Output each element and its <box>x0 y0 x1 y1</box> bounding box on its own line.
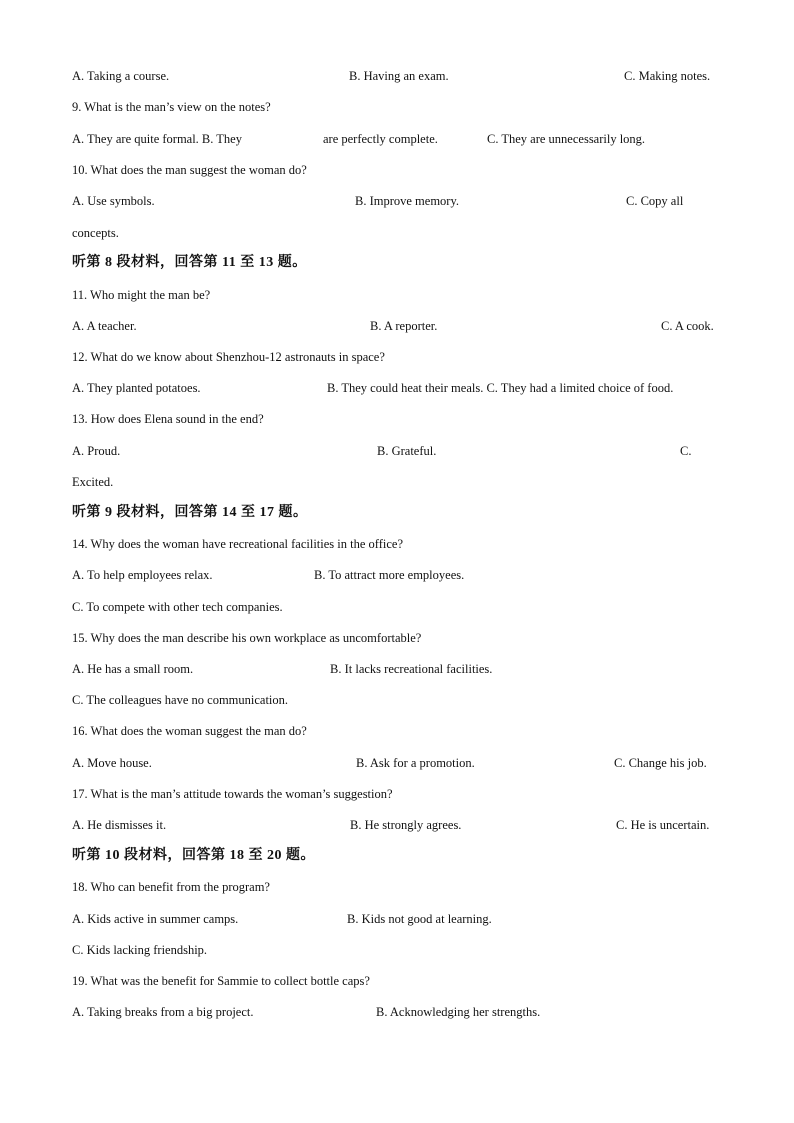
q14-option-b: B. To attract more employees. <box>314 568 465 582</box>
q9-option-a-b: A. They are quite formal. B. They <box>72 132 242 146</box>
section-10-heading: 听第 10 段材料，回答第 18 至 20 题。 <box>72 848 315 863</box>
q12-option-a: A. They planted potatoes. <box>72 381 201 395</box>
question-9: 9. What is the man’s view on the notes? <box>72 100 271 114</box>
q16-option-c: C. Change his job. <box>614 756 707 770</box>
question-16: 16. What does the woman suggest the man do? <box>72 724 307 738</box>
q11-option-a: A. A teacher. <box>72 319 137 333</box>
question-17: 17. What is the man’s attitude towards the woman’s suggestion? <box>72 787 393 801</box>
q18-option-c: C. Kids lacking friendship. <box>72 943 208 957</box>
q18-option-a: A. Kids active in summer camps. <box>72 912 239 926</box>
q14-option-a: A. To help employees relax. <box>72 568 213 582</box>
q17-option-c: C. He is uncertain. <box>616 818 710 832</box>
q9-option-c: C. They are unnecessarily long. <box>487 132 646 146</box>
q9-option-b-cont: are perfectly complete. <box>323 132 438 146</box>
question-14: 14. Why does the woman have recreational facilities in the office? <box>72 537 404 551</box>
question-13: 13. How does Elena sound in the end? <box>72 412 264 426</box>
question-12: 12. What do we know about Shenzhou-12 astronauts in space? <box>72 350 385 364</box>
question-15: 15. Why does the man describe his own workplace as uncomfortable? <box>72 631 422 645</box>
question-11: 11. Who might the man be? <box>72 288 211 302</box>
q17-option-b: B. He strongly agrees. <box>350 818 462 832</box>
q15-option-c: C. The colleagues have no communication. <box>72 693 289 707</box>
q11-option-b: B. A reporter. <box>370 319 438 333</box>
section-9-heading: 听第 9 段材料，回答第 14 至 17 题。 <box>72 505 308 520</box>
q11-option-c: C. A cook. <box>661 319 714 333</box>
q17-option-a: A. He dismisses it. <box>72 818 167 832</box>
q10-option-b: B. Improve memory. <box>355 194 460 208</box>
q10-option-c: C. Copy all <box>626 194 684 208</box>
q19-option-a: A. Taking breaks from a big project. <box>72 1005 254 1019</box>
q8-option-a: A. Taking a course. <box>72 69 170 83</box>
q12-option-b-c: B. They could heat their meals. C. They had a limited choice of food. <box>327 381 674 395</box>
q10-option-c-cont: concepts. <box>72 226 119 240</box>
q8-option-b: B. Having an exam. <box>349 69 449 83</box>
question-10: 10. What does the man suggest the woman do? <box>72 163 307 177</box>
q10-option-a: A. Use symbols. <box>72 194 155 208</box>
q19-option-b: B. Acknowledging her strengths. <box>376 1005 541 1019</box>
q15-option-a: A. He has a small room. <box>72 662 194 676</box>
q13-option-b: B. Grateful. <box>377 444 437 458</box>
q13-option-a: A. Proud. <box>72 444 121 458</box>
q16-option-b: B. Ask for a promotion. <box>356 756 475 770</box>
q18-option-b: B. Kids not good at learning. <box>347 912 492 926</box>
q16-option-a: A. Move house. <box>72 756 152 770</box>
q13-option-c-cont: Excited. <box>72 475 114 489</box>
section-8-heading: 听第 8 段材料，回答第 11 至 13 题。 <box>72 255 307 270</box>
question-19: 19. What was the benefit for Sammie to collect bottle caps? <box>72 974 370 988</box>
q14-option-c: C. To compete with other tech companies. <box>72 600 283 614</box>
q13-option-c: C. <box>680 444 692 458</box>
q15-option-b: B. It lacks recreational facilities. <box>330 662 493 676</box>
question-18: 18. Who can benefit from the program? <box>72 880 270 894</box>
q8-option-c: C. Making notes. <box>624 69 711 83</box>
